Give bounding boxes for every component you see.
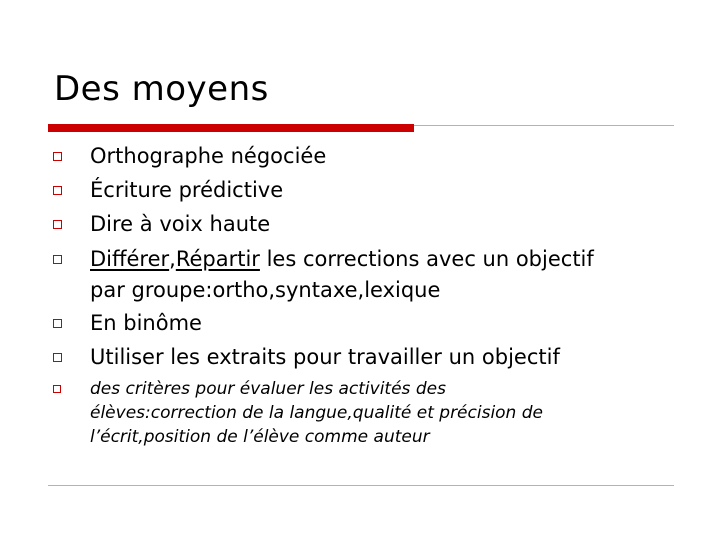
list-item <box>90 175 690 206</box>
hollow-square-bullet-icon <box>53 220 62 229</box>
list-item <box>90 308 690 339</box>
bullet-text: Écriture prédictive <box>90 178 284 202</box>
bullet-text: Utiliser les extraits pour travailler un objectif <box>90 345 560 369</box>
bullet-text: Orthographe négociée <box>90 144 327 168</box>
slide-title: Des moyens <box>54 69 269 109</box>
bullet-text: En binôme <box>90 311 202 335</box>
hollow-square-bullet-icon <box>53 255 62 264</box>
list-item <box>90 342 690 373</box>
hollow-square-bullet-icon <box>53 152 62 161</box>
bullet-text-continuation: élèves:correction de la langue,qualité et précision de <box>90 403 543 423</box>
list-item <box>90 209 690 240</box>
list-item <box>90 141 690 172</box>
footer-rule <box>48 485 674 486</box>
hollow-square-bullet-icon <box>53 319 62 328</box>
list-item <box>90 377 690 449</box>
bullet-text-continuation: par groupe:ortho,syntaxe,lexique <box>90 278 441 302</box>
bullet-text: Dire à voix haute <box>90 212 271 236</box>
underlined-term-differer: Différer <box>90 247 170 271</box>
hollow-square-bullet-icon <box>53 353 62 362</box>
bullet-text: les corrections avec un objectif <box>259 247 594 271</box>
underlined-term-repartir: Répartir <box>175 247 260 271</box>
bullet-text: des critères pour évaluer les activités des <box>90 379 446 399</box>
list-item <box>90 244 690 306</box>
hollow-square-bullet-icon <box>53 186 62 195</box>
hollow-square-bullet-icon <box>53 385 61 393</box>
bullet-text-continuation: l’écrit,position de l’élève comme auteur <box>90 427 430 447</box>
term-separator: , <box>169 247 176 271</box>
